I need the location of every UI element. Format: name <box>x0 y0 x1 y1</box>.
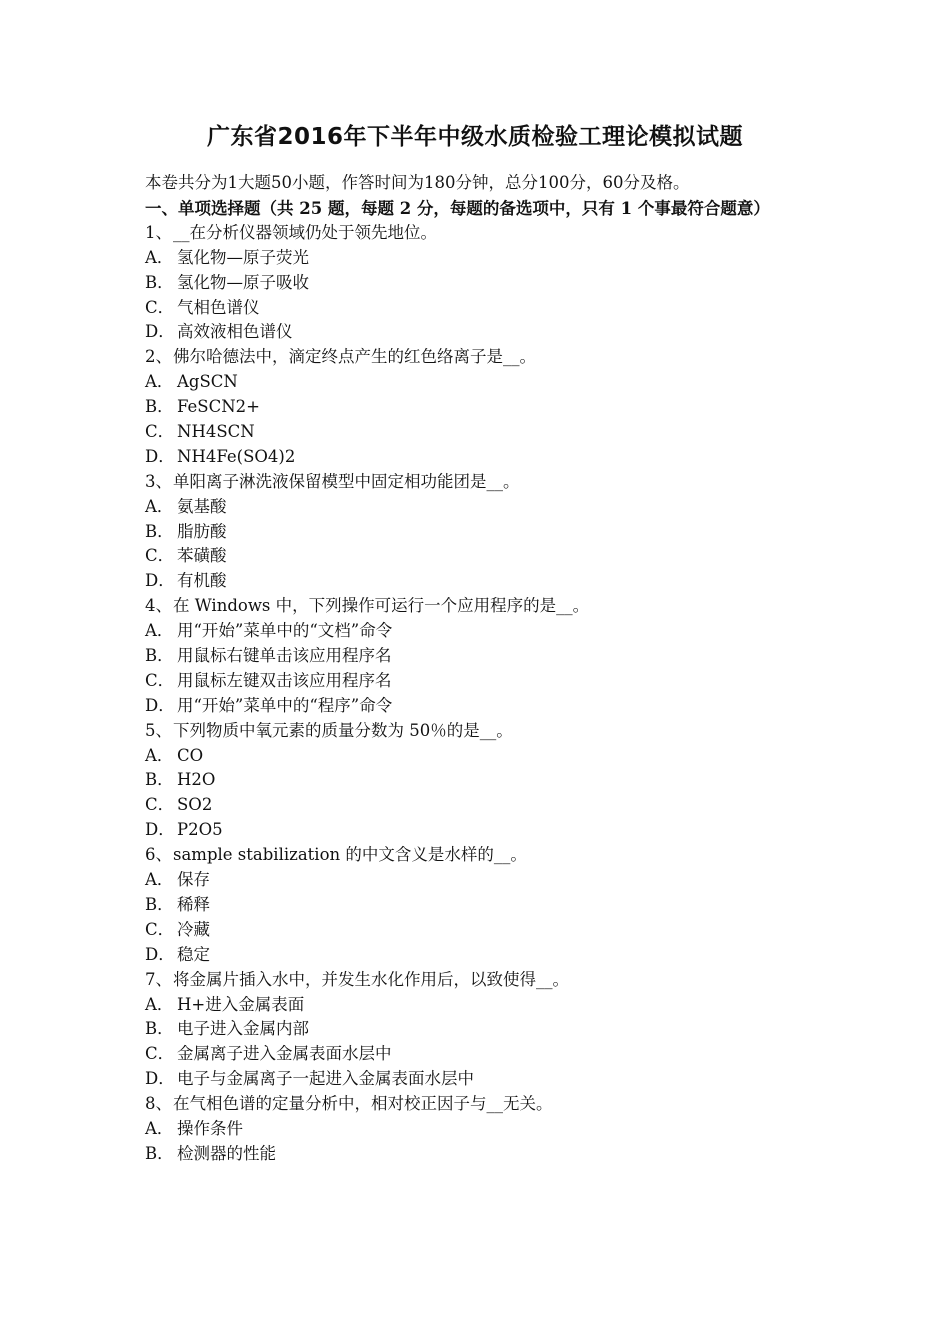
option-letter: A． <box>145 621 174 641</box>
answer-option <box>145 943 815 968</box>
option-letter: D． <box>145 820 175 840</box>
option-text: 用鼠标右键单击该应用程序名 <box>177 646 392 666</box>
option-text: 氨基酸 <box>177 496 227 516</box>
option-text: 冷藏 <box>177 919 210 939</box>
option-text: 用“开始”菜单中的“文档”命令 <box>177 621 393 641</box>
option-text: H+进入金属表面 <box>177 994 305 1014</box>
question-number: 6、 <box>145 845 172 865</box>
option-letter: A． <box>145 870 174 890</box>
answer-option <box>145 1067 815 1092</box>
question-stem <box>145 719 815 744</box>
question-stem <box>145 1092 815 1117</box>
section-heading: 一、单项选择题（共 25 题，每题 2 分，每题的备选项中，只有 1 个事最符合题意） <box>145 198 770 218</box>
option-letter: D． <box>145 322 175 342</box>
option-text: 操作条件 <box>177 1118 243 1138</box>
option-letter: D． <box>145 695 175 715</box>
answer-option <box>145 495 815 520</box>
option-letter: A． <box>145 247 174 267</box>
option-text: SO2 <box>177 795 213 815</box>
option-text: 金属离子进入金属表面水层中 <box>177 1044 392 1064</box>
document-title: 广东省2016年下半年中级水质检验工理论模拟试题 <box>206 124 743 150</box>
question-number: 7、 <box>145 969 172 989</box>
option-text: NH4SCN <box>177 422 255 442</box>
option-text: P2O5 <box>177 820 223 840</box>
option-letter: B． <box>145 646 174 666</box>
option-text: 脂肪酸 <box>177 521 227 541</box>
question-text: 下列物质中氧元素的质量分数为 50％的是__。 <box>173 720 513 740</box>
option-text: 电子进入金属内部 <box>177 1019 309 1039</box>
option-text: 用鼠标左键双击该应用程序名 <box>177 670 392 690</box>
answer-option <box>145 768 815 793</box>
question-number: 2、 <box>145 347 172 367</box>
answer-option <box>145 993 815 1018</box>
option-text: 用“开始”菜单中的“程序”命令 <box>177 695 393 715</box>
option-letter: C． <box>145 670 175 690</box>
option-letter: D． <box>145 571 175 591</box>
option-letter: A． <box>145 496 174 516</box>
option-letter: B． <box>145 272 174 292</box>
option-letter: C． <box>145 919 175 939</box>
option-text: 氢化物—原子荧光 <box>177 247 309 267</box>
answer-option <box>145 520 815 545</box>
option-text: 苯磺酸 <box>177 546 227 566</box>
option-letter: B． <box>145 1019 174 1039</box>
answer-option <box>145 818 815 843</box>
answer-option <box>145 918 815 943</box>
answer-option <box>145 246 815 271</box>
question-stem <box>145 843 815 868</box>
option-text: 氢化物—原子吸收 <box>177 272 309 292</box>
exam-intro: 本卷共分为1大题50小题，作答时间为180分钟，总分100分，60分及格。 <box>145 173 690 192</box>
question-number: 1、 <box>145 222 172 242</box>
answer-option <box>145 420 815 445</box>
option-text: AgSCN <box>177 372 238 392</box>
option-letter: A． <box>145 994 174 1014</box>
option-letter: B． <box>145 770 174 790</box>
option-letter: A． <box>145 372 174 392</box>
option-text: CO <box>177 745 204 765</box>
answer-option <box>145 395 815 420</box>
answer-option <box>145 569 815 594</box>
answer-option <box>145 1117 815 1142</box>
question-number: 4、 <box>145 596 172 616</box>
option-letter: A． <box>145 1118 174 1138</box>
answer-option <box>145 320 815 345</box>
option-text: NH4Fe(SO4)2 <box>177 446 296 466</box>
answer-option <box>145 370 815 395</box>
option-text: 检测器的性能 <box>177 1143 276 1163</box>
question-stem <box>145 345 815 370</box>
question-stem <box>145 968 815 993</box>
question-number: 5、 <box>145 720 172 740</box>
question-text: 将金属片插入水中，并发生水化作用后，以致使得__。 <box>173 969 569 989</box>
option-letter: D． <box>145 446 175 466</box>
question-stem <box>145 221 815 246</box>
option-letter: B． <box>145 1143 174 1163</box>
question-number: 3、 <box>145 471 172 491</box>
answer-option <box>145 1017 815 1042</box>
option-letter: C． <box>145 546 175 566</box>
answer-option <box>145 619 815 644</box>
option-letter: B． <box>145 521 174 541</box>
option-letter: A． <box>145 745 174 765</box>
option-text: FeSCN2+ <box>177 397 260 417</box>
question-number: 8、 <box>145 1094 172 1114</box>
option-text: 电子与金属离子一起进入金属表面水层中 <box>177 1069 474 1089</box>
answer-option <box>145 694 815 719</box>
answer-option <box>145 744 815 769</box>
question-text: 在 Windows 中，下列操作可运行一个应用程序的是__。 <box>173 596 590 616</box>
question-text: sample stabilization 的中文含义是水样的__。 <box>173 845 527 865</box>
option-letter: C． <box>145 795 175 815</box>
option-text: 保存 <box>177 870 210 890</box>
option-text: H2O <box>177 770 216 790</box>
document-body <box>145 171 815 1167</box>
question-stem <box>145 470 815 495</box>
option-text: 稀释 <box>177 894 210 914</box>
question-text: __在分析仪器领域仍处于领先地位。 <box>173 222 437 242</box>
answer-option <box>145 1142 815 1167</box>
answer-option <box>145 669 815 694</box>
answer-option <box>145 1042 815 1067</box>
option-text: 稳定 <box>177 944 210 964</box>
option-letter: D． <box>145 944 175 964</box>
option-letter: C． <box>145 422 175 442</box>
answer-option <box>145 893 815 918</box>
answer-option <box>145 644 815 669</box>
answer-option <box>145 296 815 321</box>
question-text: 佛尔哈德法中，滴定终点产生的红色络离子是__。 <box>173 347 536 367</box>
option-letter: C． <box>145 297 175 317</box>
option-text: 气相色谱仪 <box>177 297 260 317</box>
question-text: 单阳离子淋洗液保留模型中固定相功能团是__。 <box>173 471 520 491</box>
option-text: 有机酸 <box>177 571 227 591</box>
answer-option <box>145 868 815 893</box>
option-letter: B． <box>145 397 174 417</box>
question-stem <box>145 594 815 619</box>
question-text: 在气相色谱的定量分析中，相对校正因子与__无关。 <box>173 1094 553 1114</box>
option-letter: D． <box>145 1069 175 1089</box>
answer-option <box>145 271 815 296</box>
option-text: 高效液相色谱仪 <box>177 322 293 342</box>
option-letter: C． <box>145 1044 175 1064</box>
answer-option <box>145 544 815 569</box>
answer-option <box>145 793 815 818</box>
answer-option <box>145 445 815 470</box>
question-list <box>145 221 815 1167</box>
option-letter: B． <box>145 894 174 914</box>
